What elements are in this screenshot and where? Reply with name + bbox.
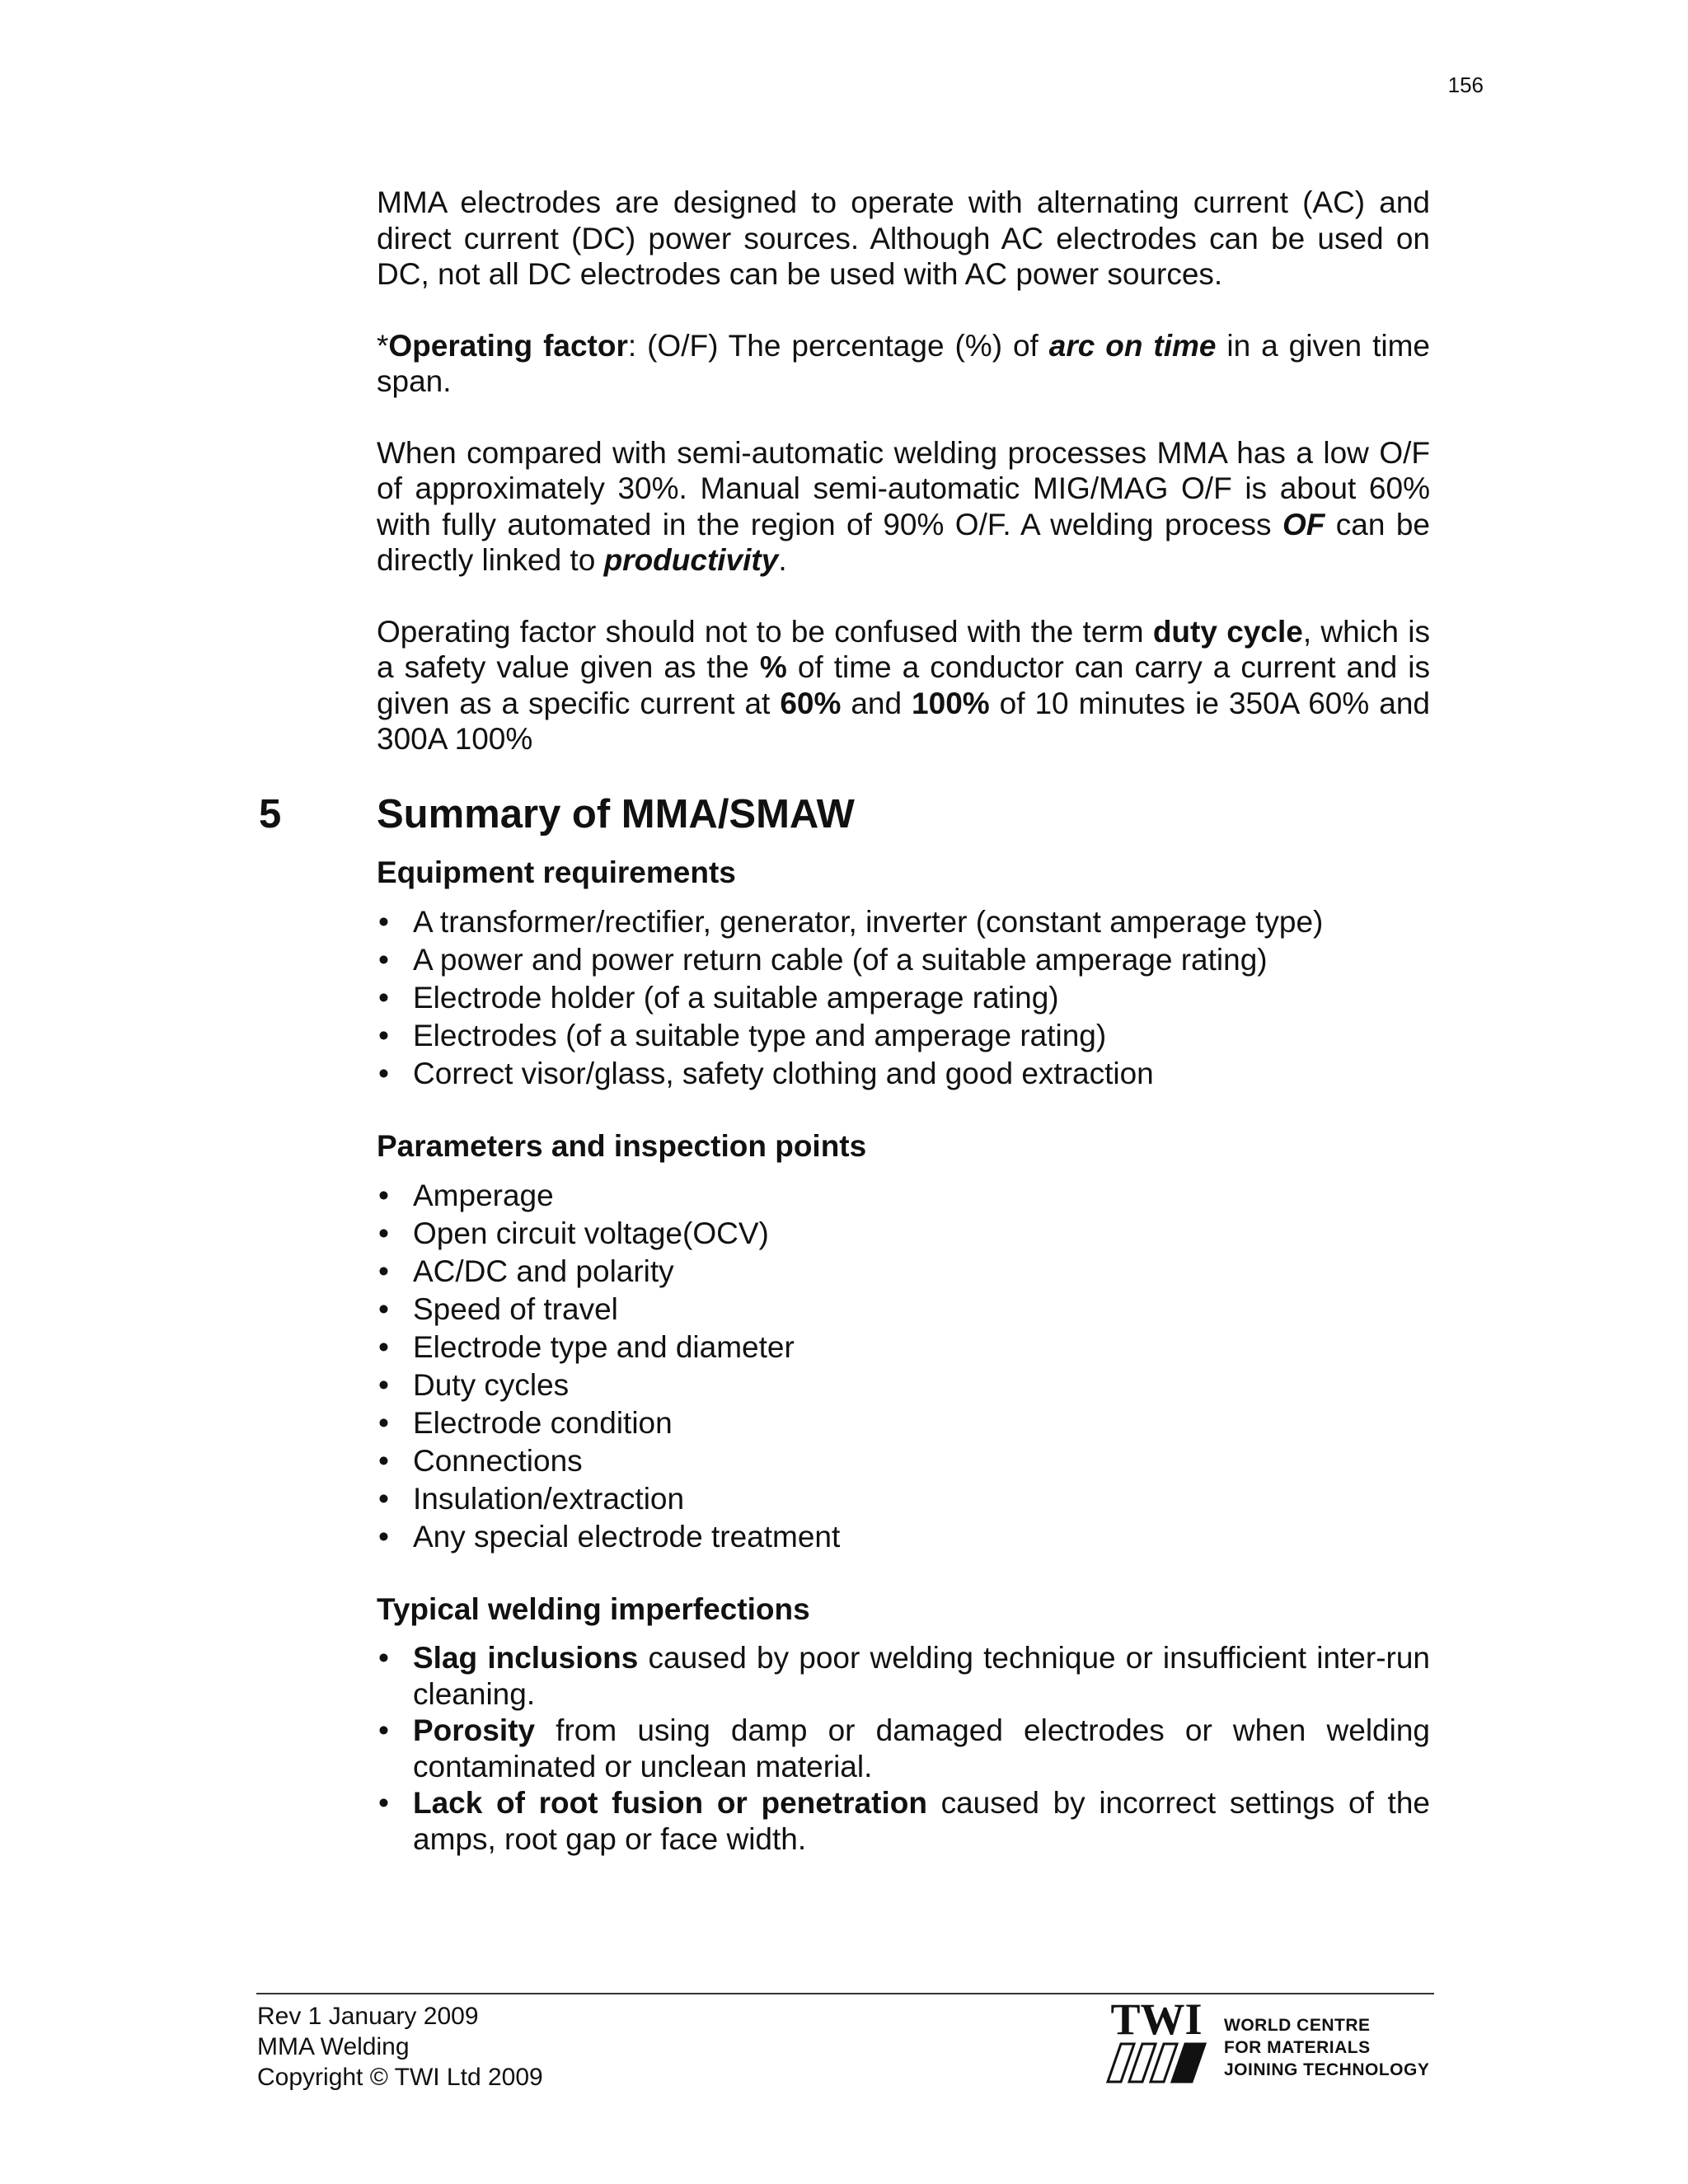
footer-divider <box>256 1993 1434 1994</box>
section-title: Summary of MMA/SMAW <box>377 792 855 837</box>
page-number: 156 <box>1447 73 1484 97</box>
bullet-icon: • <box>378 1444 389 1478</box>
list-item <box>377 1215 1430 1253</box>
bullet-icon: • <box>378 1179 389 1212</box>
twi-logo <box>1103 1998 1210 2087</box>
comparison-period: . <box>778 543 787 577</box>
list-item-text: Open circuit voltage(OCV) <box>413 1216 769 1250</box>
bullet-icon: • <box>378 1019 389 1052</box>
definition-text: : (O/F) The percentage (%) of <box>627 328 1049 363</box>
list-item <box>377 1480 1430 1518</box>
duty-text-2: , which is a safety value given as the <box>377 614 1430 684</box>
bullet-icon: • <box>378 1368 389 1402</box>
bullet-icon: • <box>378 1713 389 1747</box>
bullet-icon: • <box>378 1786 389 1820</box>
list-item-text: AC/DC and polarity <box>413 1254 674 1288</box>
bullet-icon: • <box>378 1292 389 1326</box>
duty-text-4: and <box>841 686 912 720</box>
comparison-text: When compared with semi-automatic welding processes MMA has a low O/F of approximately 30%. Manual semi-automatic MIG/MAG O/F is about 60% with fully automated in the region of 90% O/F. A welding process <box>377 435 1430 541</box>
bullet-icon: • <box>378 981 389 1015</box>
footer-copyright: Copyright © TWI Ltd 2009 <box>257 2064 543 2091</box>
emphasis-productivity: productivity <box>603 543 779 577</box>
equipment-list <box>377 903 1430 1093</box>
list-item <box>377 1518 1430 1556</box>
list-item <box>377 979 1430 1017</box>
list-item <box>377 1329 1430 1366</box>
definition-end: in a given time span. <box>377 328 1430 398</box>
list-item <box>377 1404 1430 1442</box>
term-100-percent: 100% <box>912 686 990 720</box>
footnote-star: * <box>377 328 389 363</box>
term-operating-factor: Operating factor <box>388 328 628 363</box>
list-item-text: Electrode holder (of a suitable amperage rating) <box>413 981 1059 1015</box>
bullet-icon: • <box>378 1482 389 1516</box>
imperfections-list <box>377 1640 1430 1857</box>
list-item-text: A power and power return cable (of a suitable amperage rating) <box>413 943 1268 977</box>
imperfection-name: Porosity <box>413 1713 536 1747</box>
twi-logo-text: TWI <box>1110 1998 1203 2044</box>
footer-module: MMA Welding <box>257 2033 410 2060</box>
parameters-heading: Parameters and inspection points <box>377 1129 867 1163</box>
list-item <box>377 1291 1430 1329</box>
imperfections-heading: Typical welding imperfections <box>377 1592 810 1626</box>
list-item-text: Speed of travel <box>413 1292 618 1326</box>
parameters-list <box>377 1177 1430 1556</box>
list-item <box>377 1253 1430 1291</box>
list-item <box>377 1055 1430 1093</box>
bullet-icon: • <box>378 943 389 977</box>
imperfection-name: Slag inclusions <box>413 1641 639 1675</box>
paragraph-ac-dc: MMA electrodes are designed to operate with alternating current (AC) and direct current (DC) power sources. Although AC electrodes can be used on DC, not all DC electrodes can be used with AC power sources. <box>377 185 1430 291</box>
term-60-percent: 60% <box>780 686 842 720</box>
bullet-icon: • <box>378 1520 389 1554</box>
list-item <box>377 1785 1430 1857</box>
equipment-heading: Equipment requirements <box>377 855 736 889</box>
list-item-text: A transformer/rectifier, generator, inverter (constant amperage type) <box>413 905 1324 939</box>
tagline-line-3: JOINING TECHNOLOGY <box>1224 2060 1430 2079</box>
imperfection-description: caused by poor welding technique or insufficient inter-run cleaning. <box>413 1641 1430 1711</box>
bullet-icon: • <box>378 1330 389 1364</box>
bullet-icon: • <box>378 1057 389 1090</box>
duty-text-1: Operating factor should not to be confused with the term <box>377 614 1153 649</box>
list-item-text: Electrodes (of a suitable type and amperage rating) <box>413 1019 1107 1052</box>
emphasis-of: OF <box>1282 507 1325 541</box>
paragraph-duty-cycle <box>377 614 1430 757</box>
intro-text <box>377 185 1430 793</box>
list-item <box>377 1366 1430 1404</box>
imperfection-description: caused by incorrect settings of the amps, root gap or face width. <box>413 1786 1430 1856</box>
duty-text-5: of 10 minutes ie 350A 60% and 300A 100% <box>377 686 1430 756</box>
paragraph-operating-factor <box>377 328 1430 400</box>
list-item <box>377 903 1430 941</box>
emphasis-arc-on-time: arc on time <box>1048 328 1217 363</box>
bullet-icon: • <box>378 1641 389 1675</box>
list-item <box>377 1442 1430 1480</box>
bullet-icon: • <box>378 905 389 939</box>
twi-logo-mark <box>1108 2044 1205 2082</box>
term-duty-cycle: duty cycle <box>1152 614 1303 649</box>
tagline-line-1: WORLD CENTRE <box>1224 2016 1371 2035</box>
footer-revision: Rev 1 January 2009 <box>257 2003 479 2030</box>
list-item-text: Duty cycles <box>413 1368 570 1402</box>
list-item-text: Connections <box>413 1444 583 1478</box>
footer-info <box>257 2001 543 2093</box>
section-number: 5 <box>259 792 282 837</box>
list-item-text: Electrode type and diameter <box>413 1330 795 1364</box>
list-item-text: Any special electrode treatment <box>413 1520 841 1554</box>
list-item-text: Electrode condition <box>413 1406 673 1440</box>
list-item-text: Correct visor/glass, safety clothing and good extraction <box>413 1057 1154 1090</box>
list-item <box>377 1177 1430 1215</box>
duty-text-3: of time a conductor can carry a current and is given as a specific current at <box>377 650 1431 720</box>
list-item <box>377 1017 1430 1055</box>
comparison-text-2: can be directly linked to <box>377 507 1430 577</box>
term-percent: % <box>759 650 787 684</box>
tagline-line-2: FOR MATERIALS <box>1224 2038 1371 2057</box>
logo-tagline <box>1224 2014 1429 2081</box>
list-item <box>377 941 1430 979</box>
imperfection-description: from using damp or damaged electrodes or when welding contaminated or unclean material. <box>413 1713 1430 1783</box>
bullet-icon: • <box>378 1254 389 1288</box>
imperfection-name: Lack of root fusion or penetration <box>413 1786 927 1820</box>
summary-content <box>377 854 1430 1891</box>
paragraph-comparison <box>377 435 1430 579</box>
list-item-text: Amperage <box>413 1179 554 1212</box>
bullet-icon: • <box>378 1406 389 1440</box>
list-item-text: Insulation/extraction <box>413 1482 685 1516</box>
bullet-icon: • <box>378 1216 389 1250</box>
list-item <box>377 1640 1430 1712</box>
list-item <box>377 1713 1430 1784</box>
